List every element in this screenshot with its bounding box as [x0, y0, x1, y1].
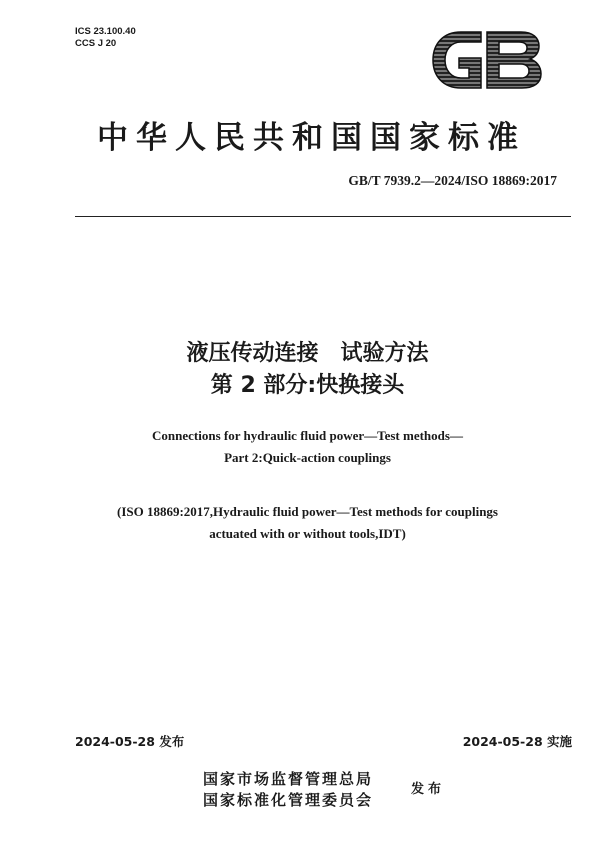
issuer-sac: 国家标准化管理委员会: [203, 791, 374, 809]
iso-reference-line1: (ISO 18869:2017,Hydraulic fluid power—Test methods for couplings: [116, 504, 498, 519]
title-cn-line2: 第 2 部分:快换接头: [210, 373, 405, 398]
title-en-line2: Part 2:Quick-action couplings: [224, 450, 391, 465]
implementation-date: 2024-05-28 实施: [462, 734, 572, 749]
ccs-code: CCS J 20: [75, 38, 117, 49]
standard-title: 中华人民共和国国家标准: [97, 120, 526, 156]
ics-code: ICS 23.100.40: [75, 26, 136, 37]
release-date: 2024-05-28 发布: [75, 734, 185, 749]
gb-logo-text: GB: [485, 24, 487, 25]
title-cn-line1: 液压传动连接 试验方法: [186, 341, 429, 366]
header-divider: [75, 216, 571, 217]
classification-codes: [75, 26, 136, 50]
title-en-line1: Connections for hydraulic fluid power—Test methods—: [152, 428, 463, 443]
publish-label: 发布: [411, 782, 446, 797]
standard-number: GB/T 7939.2—2024/ISO 18869:2017: [348, 173, 557, 188]
issuer-samr: 国家市场监督管理总局: [203, 770, 374, 788]
iso-reference-line2: actuated with or without tools,IDT): [209, 526, 406, 541]
gb-logo: [425, 24, 545, 96]
